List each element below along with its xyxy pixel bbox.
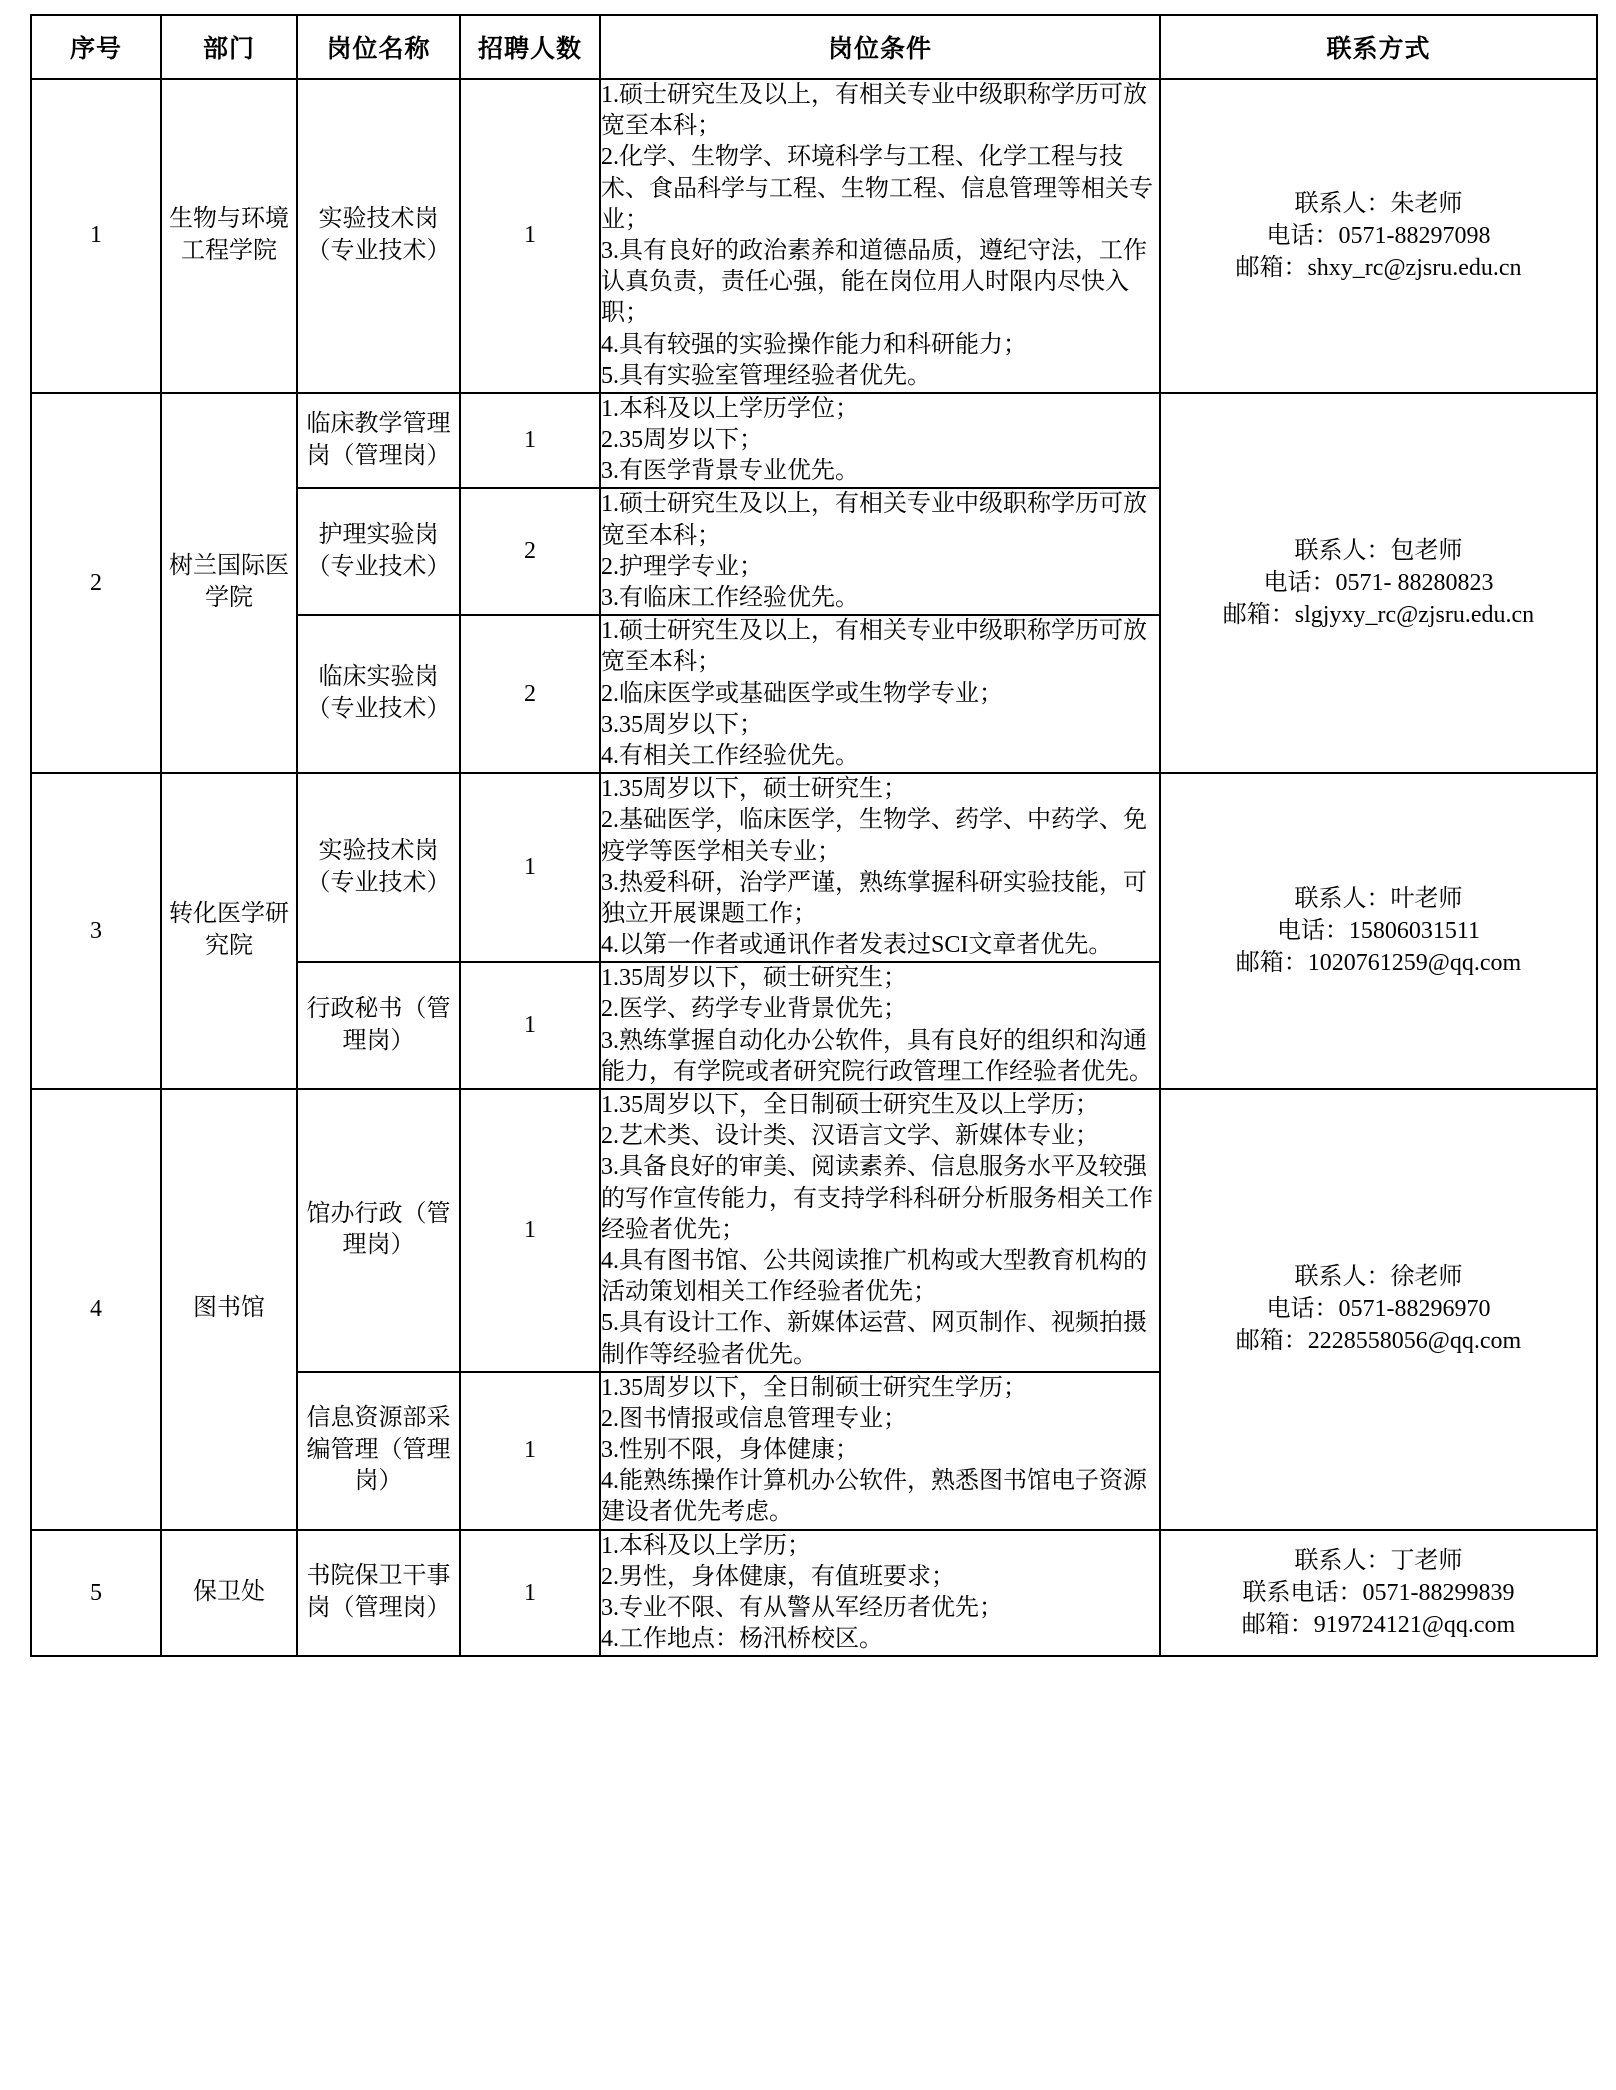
cell-contact <box>1160 1089 1597 1530</box>
cell-sequence-number: 5 <box>31 1530 161 1657</box>
cell-department: 图书馆 <box>161 1089 297 1530</box>
cell-department: 生物与环境工程学院 <box>161 79 297 393</box>
cell-position-name: 信息资源部采编管理（管理岗） <box>297 1372 460 1530</box>
table-row <box>31 773 1597 962</box>
contact-person: 联系人：徐老师 <box>1294 1264 1463 1291</box>
cell-sequence-number: 2 <box>31 393 161 773</box>
condition-line: 2.医学、药学专业背景优先； <box>601 996 907 1023</box>
cell-conditions <box>600 1530 1160 1657</box>
table-row <box>31 79 1597 393</box>
condition-line: 3.专业不限、有从警从军经历者优先； <box>601 1595 1003 1621</box>
condition-line: 1.35周岁以下，硕士研究生； <box>601 965 907 992</box>
header-row <box>31 15 1597 79</box>
contact-person: 联系人：朱老师 <box>1294 190 1463 217</box>
cell-position-name: 实验技术岗（专业技术） <box>297 79 460 393</box>
cell-conditions <box>600 1089 1160 1372</box>
cell-conditions <box>600 962 1160 1089</box>
cell-position-name: 行政秘书（管理岗） <box>297 962 460 1089</box>
recruitment-table <box>30 14 1598 1657</box>
header-post: 岗位名称 <box>297 15 460 79</box>
condition-line: 4.有相关工作经验优先。 <box>601 742 859 769</box>
contact-phone: 联系电话：0571-88299839 <box>1242 1579 1515 1606</box>
condition-line: 1.硕士研究生及以上，有相关专业中级职称学历可放宽至本科； <box>601 618 1147 676</box>
contact-phone: 电话：0571-88296970 <box>1266 1296 1491 1323</box>
table-row <box>31 1089 1597 1372</box>
cell-position-name: 临床实验岗（专业技术） <box>297 615 460 773</box>
cell-sequence-number: 4 <box>31 1089 161 1530</box>
contact-person: 联系人：丁老师 <box>1294 1547 1463 1574</box>
condition-line: 1.35周岁以下，全日制硕士研究生及以上学历； <box>601 1092 1099 1118</box>
cell-contact <box>1160 773 1597 1089</box>
condition-line: 2.化学、生物学、环境科学与工程、化学工程与技术、食品科学与工程、生物工程、信息管理等相关专业； <box>601 144 1153 233</box>
header-seq: 序号 <box>31 15 161 79</box>
cell-position-name: 护理实验岗（专业技术） <box>297 488 460 615</box>
condition-line: 5.具有设计工作、新媒体运营、网页制作、视频拍摄制作等经验者优先。 <box>601 1310 1147 1368</box>
condition-line: 3.有临床工作经验优先。 <box>601 585 859 611</box>
contact-phone: 电话：0571- 88280823 <box>1263 569 1494 596</box>
condition-line: 4.以第一作者或通讯作者发表过SCI文章者优先。 <box>601 932 1113 959</box>
condition-line: 3.具有良好的政治素养和道德品质，遵纪守法，工作认真负责，责任心强，能在岗位用人时限内尽快入职； <box>601 237 1147 327</box>
table-header <box>31 15 1597 79</box>
condition-line: 3.35周岁以下； <box>601 711 763 738</box>
cell-headcount: 2 <box>460 488 600 615</box>
cell-headcount: 1 <box>460 1089 600 1372</box>
contact-person: 联系人：叶老师 <box>1294 885 1463 912</box>
cell-contact <box>1160 79 1597 393</box>
condition-line: 3.热爱科研，治学严谨，熟练掌握科研实验技能，可独立开展课题工作； <box>601 869 1147 927</box>
condition-line: 4.具有图书馆、公共阅读推广机构或大型教育机构的活动策划相关工作经验者优先； <box>601 1247 1147 1306</box>
condition-line: 4.具有较强的实验操作能力和科研能力； <box>601 331 1027 358</box>
cell-headcount: 1 <box>460 962 600 1089</box>
header-contact: 联系方式 <box>1160 15 1597 79</box>
cell-contact <box>1160 1530 1597 1657</box>
header-num: 招聘人数 <box>460 15 600 79</box>
condition-line: 2.男性，身体健康，有值班要求； <box>601 1563 955 1590</box>
condition-line: 2.临床医学或基础医学或生物学专业； <box>601 680 1003 707</box>
contact-person: 联系人：包老师 <box>1294 537 1463 564</box>
cell-department: 保卫处 <box>161 1530 297 1657</box>
cell-position-name: 馆办行政（管理岗） <box>297 1089 460 1372</box>
condition-line: 3.性别不限，身体健康； <box>601 1437 859 1464</box>
cell-headcount: 1 <box>460 1372 600 1530</box>
cell-conditions <box>600 79 1160 393</box>
header-conditions: 岗位条件 <box>600 15 1160 79</box>
cell-headcount: 1 <box>460 79 600 393</box>
cell-position-name: 实验技术岗（专业技术） <box>297 773 460 962</box>
condition-line: 2.图书情报或信息管理专业； <box>601 1405 907 1432</box>
condition-line: 1.硕士研究生及以上，有相关专业中级职称学历可放宽至本科； <box>601 82 1147 140</box>
contact-email: 邮箱：919724121@qq.com <box>1241 1612 1516 1639</box>
cell-headcount: 1 <box>460 393 600 489</box>
table-body <box>31 79 1597 1656</box>
cell-conditions <box>600 615 1160 773</box>
cell-headcount: 2 <box>460 615 600 773</box>
contact-email: 邮箱：2228558056@qq.com <box>1235 1328 1522 1355</box>
condition-line: 3.有医学背景专业优先。 <box>601 458 859 485</box>
condition-line: 5.具有实验室管理经验者优先。 <box>601 362 931 389</box>
cell-conditions <box>600 773 1160 962</box>
condition-line: 3.具备良好的审美、阅读素养、信息服务水平及较强的写作宣传能力，有支持学科科研分析服务相关工作经验者优先； <box>601 1154 1153 1243</box>
condition-line: 4.能熟练操作计算机办公软件，熟悉图书馆电子资源建设者优先考虑。 <box>601 1468 1147 1526</box>
contact-email: 邮箱：shxy_rc@zjsru.edu.cn <box>1235 255 1522 282</box>
cell-department: 转化医学研究院 <box>161 773 297 1089</box>
cell-conditions <box>600 393 1160 489</box>
table-row <box>31 393 1597 489</box>
contact-email: 邮箱：1020761259@qq.com <box>1235 950 1522 977</box>
condition-line: 2.35周岁以下； <box>601 427 763 454</box>
cell-headcount: 1 <box>460 773 600 962</box>
cell-department: 树兰国际医学院 <box>161 393 297 773</box>
contact-email: 邮箱：slgjyxy_rc@zjsru.edu.cn <box>1222 602 1535 629</box>
cell-conditions <box>600 488 1160 615</box>
condition-line: 1.35周岁以下，全日制硕士研究生学历； <box>601 1374 1027 1401</box>
cell-conditions <box>600 1372 1160 1530</box>
table-row <box>31 1530 1597 1657</box>
condition-line: 4.工作地点：杨汛桥校区。 <box>601 1626 883 1653</box>
condition-line: 2.艺术类、设计类、汉语言文学、新媒体专业； <box>601 1123 1099 1150</box>
condition-line: 1.本科及以上学历； <box>601 1532 811 1559</box>
condition-line: 2.护理学专业； <box>601 553 763 580</box>
cell-sequence-number: 3 <box>31 773 161 1089</box>
condition-line: 1.硕士研究生及以上，有相关专业中级职称学历可放宽至本科； <box>601 491 1147 549</box>
contact-phone: 电话：15806031511 <box>1276 917 1481 944</box>
condition-line: 1.35周岁以下，硕士研究生； <box>601 776 907 803</box>
cell-sequence-number: 1 <box>31 79 161 393</box>
cell-position-name: 临床教学管理岗（管理岗） <box>297 393 460 489</box>
cell-contact <box>1160 393 1597 773</box>
condition-line: 2.基础医学，临床医学，生物学、药学、中药学、免疫学等医学相关专业； <box>601 807 1147 865</box>
cell-position-name: 书院保卫干事岗（管理岗） <box>297 1530 460 1657</box>
condition-line: 1.本科及以上学历学位； <box>601 395 859 422</box>
header-dept: 部门 <box>161 15 297 79</box>
condition-line: 3.熟练掌握自动化办公软件，具有良好的组织和沟通能力，有学院或者研究院行政管理工作经验者优先。 <box>601 1027 1153 1085</box>
cell-headcount: 1 <box>460 1530 600 1657</box>
contact-phone: 电话：0571-88297098 <box>1266 222 1491 249</box>
